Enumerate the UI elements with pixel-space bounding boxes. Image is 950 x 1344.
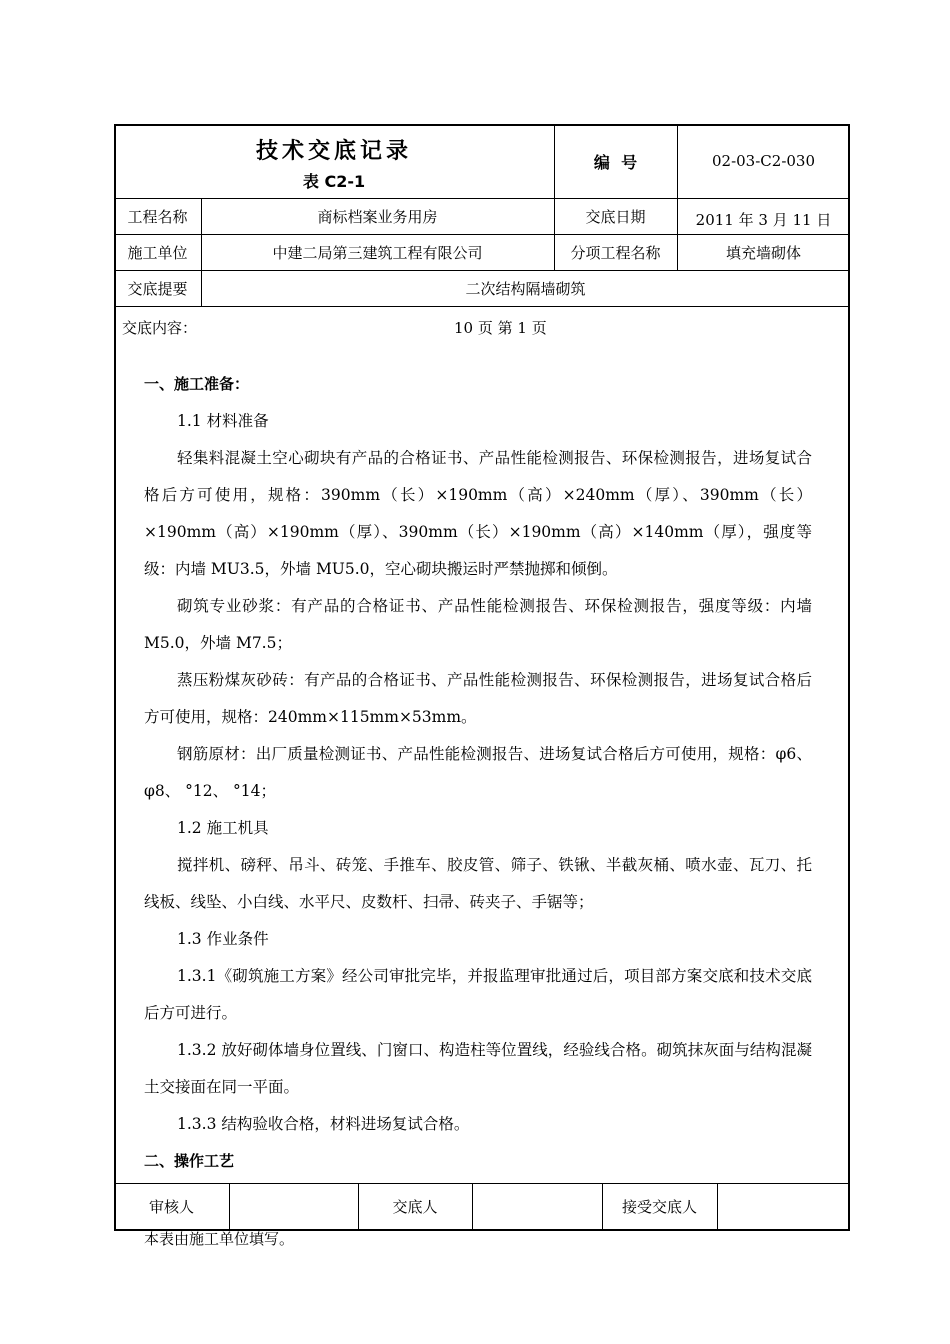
project-name-label: 工程名称 (127, 207, 188, 226)
reviewer-signature-field[interactable] (229, 1183, 358, 1229)
paragraph: 1.3.3 结构验收合格，材料进场复试合格。 (177, 1115, 470, 1133)
form-title: 技术交底记录 (255, 138, 412, 164)
paragraph: 1.3.1《砌筑施工方案》经公司审批完毕，并报监理审批通过后，项目部方案交底和技术交底后方可进行。 (144, 967, 812, 1022)
paragraph: 蒸压粉煤灰砂砖：有产品的合格证书、产品性能检测报告、环保检测报告，进场复试合格后方可使用，规格：240mm×115mm×53mm。 (144, 671, 812, 726)
number-value: 02-03-C2-030 (711, 152, 816, 170)
subsection-heading: 1.3 作业条件 (177, 930, 269, 948)
paragraph: 砌筑专业砂浆：有产品的合格证书、产品性能检测报告、环保检测报告，强度等级：内墙 M5.0，外墙 M7.5； (144, 597, 812, 652)
section-heading: 二、操作工艺 (144, 1152, 235, 1170)
number-label: 编 号 (593, 152, 638, 172)
page-info: 10 页 第 1 页 (454, 318, 547, 337)
reviewer-label: 审核人 (148, 1197, 194, 1216)
subsection-heading: 1.1 材料准备 (177, 412, 269, 430)
discloser-label: 交底人 (392, 1197, 438, 1216)
summary-value: 二次结构隔墙砌筑 (465, 279, 586, 298)
contractor-label: 施工单位 (127, 243, 188, 262)
content-body (144, 366, 812, 1180)
date-label: 交底日期 (585, 207, 646, 226)
footnote: 本表由施工单位填写。 (144, 1230, 295, 1248)
contractor-value: 中建二局第三建筑工程有限公司 (272, 243, 483, 262)
receiver-label: 接受交底人 (621, 1197, 697, 1216)
paragraph: 1.3.2 放好砌体墙身位置线、门窗口、构造柱等位置线，经验线合格。砌筑抹灰面与结构混凝土交接面在同一平面。 (144, 1041, 812, 1096)
subproject-value: 填充墙砌体 (725, 243, 801, 262)
form-subtitle: 表 C2-1 (302, 171, 366, 191)
paragraph: 轻集料混凝土空心砌块有产品的合格证书、产品性能检测报告、环保检测报告，进场复试合格后方可使用，规格：390mm（长）×190mm（高）×240mm（厚）、390mm（长）×190mm（高）×190mm（厚）、390mm（长）×190mm（高）×140mm（厚），强度等级：内墙 MU3.5，外墙 MU5.0，空心砌块搬运时严禁抛掷和倾倒。 (144, 449, 812, 578)
discloser-signature-field[interactable] (472, 1183, 602, 1229)
summary-label: 交底提要 (127, 279, 188, 298)
paragraph: 搅拌机、磅秤、吊斗、砖笼、手推车、胶皮管、筛子、铁锹、半截灰桶、喷水壶、瓦刀、托线板、线坠、小白线、水平尺、皮数杆、扫帚、砖夹子、手锯等； (144, 856, 812, 911)
subsection-heading: 1.2 施工机具 (177, 819, 269, 837)
project-name-value: 商标档案业务用房 (317, 207, 438, 226)
paragraph: 钢筋原材：出厂质量检测证书、产品性能检测报告、进场复试合格后方可使用，规格：φ6、φ8、 °12、 °14； (144, 745, 812, 800)
date-value: 2011 年 3 月 11 日 (695, 210, 832, 229)
section-heading: 一、施工准备： (144, 375, 250, 393)
receiver-signature-field[interactable] (717, 1183, 850, 1229)
subproject-label: 分项工程名称 (570, 243, 661, 262)
content-label: 交底内容： (122, 318, 198, 337)
row-divider (114, 306, 850, 307)
